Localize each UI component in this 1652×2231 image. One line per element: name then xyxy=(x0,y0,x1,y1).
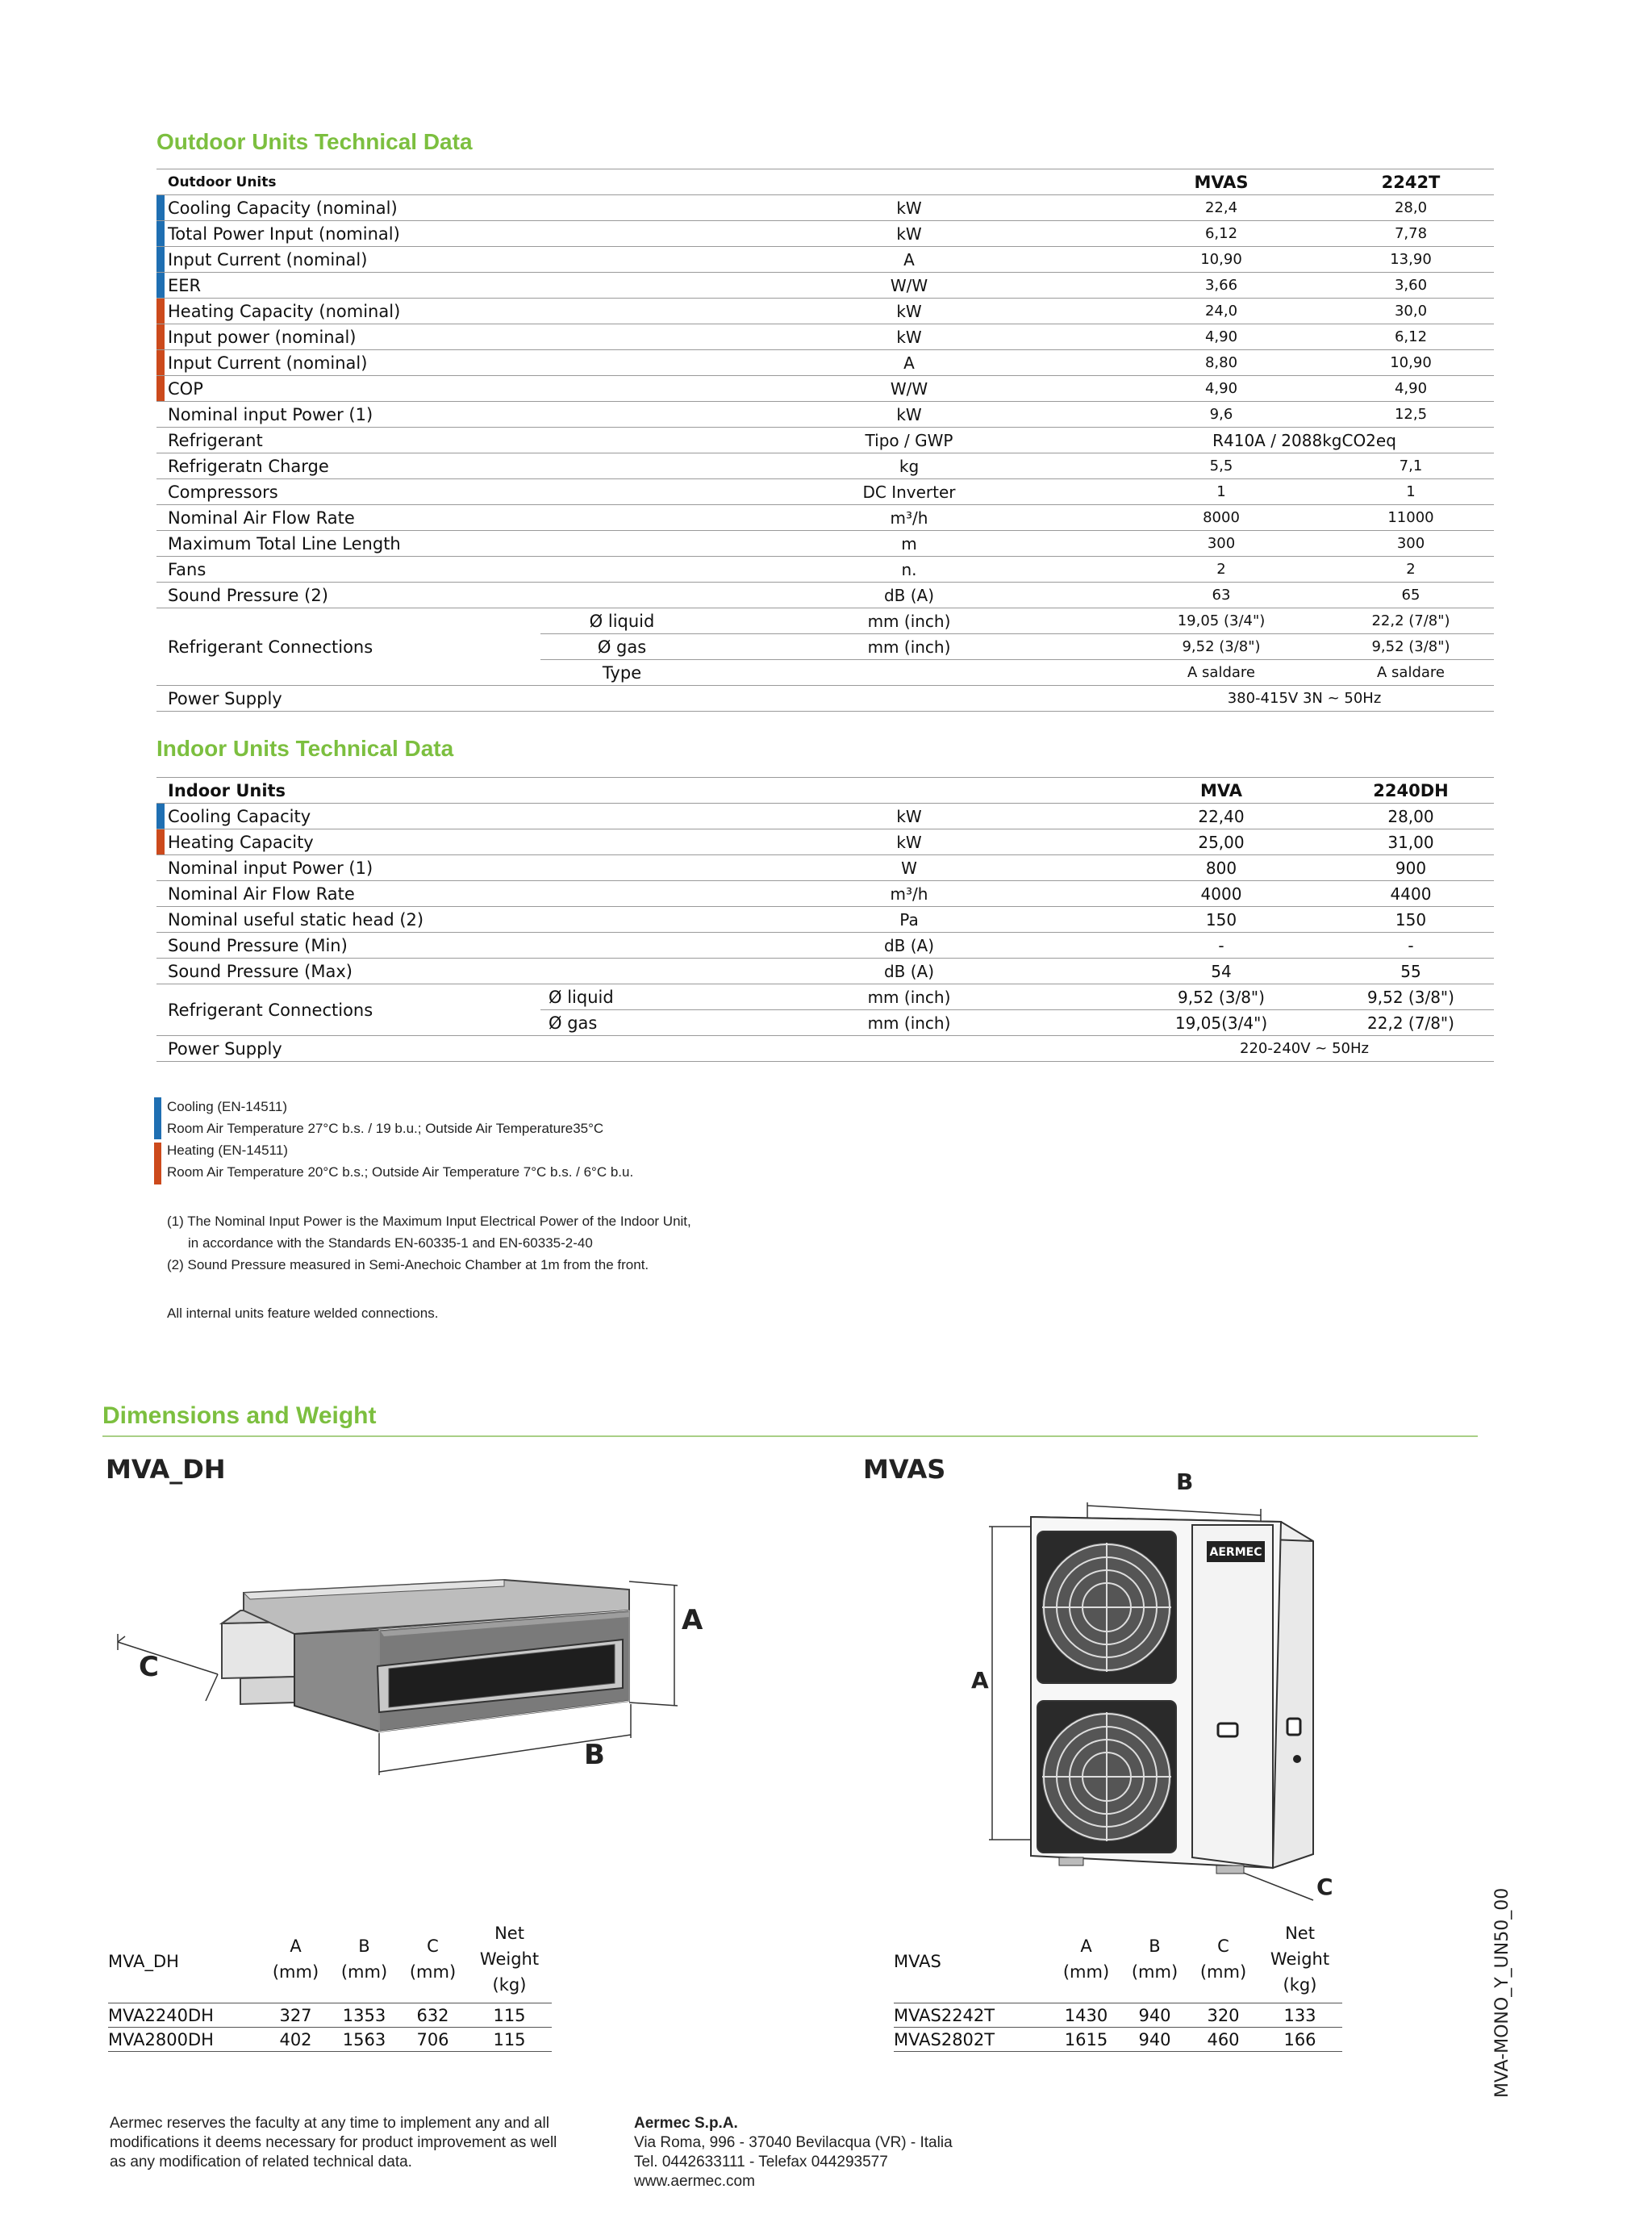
cooling-note-title: Cooling (EN-14511) xyxy=(167,1099,287,1114)
refrigerant-value-1: 19,05(3/4") xyxy=(1115,1010,1328,1036)
footnote-1: (1) The Nominal Input Power is the Maximum Input Electrical Power of the Indoor Unit, xyxy=(167,1214,691,1229)
row-unit: kW xyxy=(703,195,1115,221)
spec-row xyxy=(156,221,1494,247)
heating-legend-bar xyxy=(154,1143,161,1184)
dims-model-header: MVAS xyxy=(894,1952,941,1971)
row-label: Total Power Input (nominal) xyxy=(156,221,703,247)
company-website[interactable]: www.aermec.com xyxy=(634,2173,755,2190)
row-value-1: 4,90 xyxy=(1115,376,1328,402)
spec-row xyxy=(156,479,1494,505)
dims-col-header-line: B xyxy=(1149,1936,1161,1956)
row-unit: dB (A) xyxy=(703,933,1115,959)
row-label: Refrigerant xyxy=(156,428,703,453)
spec-row xyxy=(156,195,1494,221)
spec-row xyxy=(156,881,1494,907)
row-value-2: - xyxy=(1328,933,1494,959)
header-col-2: 2242T xyxy=(1328,169,1494,195)
dims-col-header-line: (mm) xyxy=(340,1962,388,1982)
power-supply-unit-empty xyxy=(703,1036,1115,1062)
row-label: Compressors xyxy=(156,479,703,505)
row-label: Nominal Air Flow Rate xyxy=(156,505,703,531)
spec-row xyxy=(156,855,1494,881)
outdoor-dim-heading: MVAS xyxy=(863,1454,946,1485)
refrigerant-value-1: 9,52 (3/8") xyxy=(1115,984,1328,1010)
dims-model-header: MVA_DH xyxy=(108,1952,179,1971)
heating-note-text: Room Air Temperature 20°C b.s.; Outside Air Temperature 7°C b.s. / 6°C b.u. xyxy=(167,1164,634,1180)
dims-value: 632 xyxy=(398,2003,467,2028)
row-value-1: 54 xyxy=(1115,959,1328,984)
dims-value: 115 xyxy=(467,2003,552,2028)
row-unit: kW xyxy=(703,299,1115,324)
row-label: Cooling Capacity xyxy=(156,804,703,829)
refrigerant-unit: mm (inch) xyxy=(703,984,1115,1010)
refrigerant-row xyxy=(156,984,1494,1010)
row-value-1: 22,4 xyxy=(1115,195,1328,221)
outdoor-section-title: Outdoor Units Technical Data xyxy=(156,129,473,154)
dims-col-header-line: Net xyxy=(494,1924,524,1943)
dims-model: MVAS2802T xyxy=(894,2028,1052,2052)
refrigerant-unit: mm (inch) xyxy=(703,634,1115,660)
header-empty xyxy=(703,169,1115,195)
outdoor-header-row xyxy=(156,169,1494,195)
dims-col-header-line: (kg) xyxy=(1283,1975,1317,1995)
disclaimer-line-1: Aermec reserves the faculty at any time to implement any and all xyxy=(110,2115,549,2132)
row-value-1: 10,90 xyxy=(1115,247,1328,273)
refrigerant-connections-label: Refrigerant Connections xyxy=(156,984,540,1036)
row-value-2: 31,00 xyxy=(1328,829,1494,855)
cooling-legend-bar xyxy=(154,1097,161,1139)
power-supply-row xyxy=(156,686,1494,712)
dims-col-header xyxy=(467,1920,552,2003)
spec-row xyxy=(156,583,1494,608)
row-unit: dB (A) xyxy=(703,583,1115,608)
dimensions-section-title: Dimensions and Weight xyxy=(102,1402,377,1429)
refrigerant-row xyxy=(156,608,1494,634)
row-label: Sound Pressure (2) xyxy=(156,583,703,608)
row-unit: W/W xyxy=(703,376,1115,402)
row-value-1: 25,00 xyxy=(1115,829,1328,855)
dims-col-header-line: (mm) xyxy=(272,1962,319,1982)
refrigerant-value-1: 9,52 (3/8") xyxy=(1115,634,1328,660)
row-unit: m xyxy=(703,531,1115,557)
row-value-1: 4000 xyxy=(1115,881,1328,907)
row-value-2: 30,0 xyxy=(1328,299,1494,324)
row-value-1: - xyxy=(1115,933,1328,959)
row-value-2: 55 xyxy=(1328,959,1494,984)
row-value-2: 65 xyxy=(1328,583,1494,608)
row-value-2: 3,60 xyxy=(1328,273,1494,299)
spec-row xyxy=(156,829,1494,855)
row-label: Sound Pressure (Min) xyxy=(156,933,703,959)
refrigerant-unit: mm (inch) xyxy=(703,1010,1115,1036)
spec-row xyxy=(156,247,1494,273)
row-unit: m³/h xyxy=(703,881,1115,907)
row-value-1: 3,66 xyxy=(1115,273,1328,299)
dims-model: MVAS2242T xyxy=(894,2003,1052,2028)
dims-col-header-line: B xyxy=(358,1936,370,1956)
document-code: MVA-MONO_Y_UN50_00 xyxy=(1492,1887,1512,2098)
spec-row xyxy=(156,428,1494,453)
row-unit: DC Inverter xyxy=(703,479,1115,505)
row-value-2: 7,78 xyxy=(1328,221,1494,247)
refrigerant-value-2: A saldare xyxy=(1328,660,1494,686)
dims-col-header-line: (mm) xyxy=(1062,1962,1110,1982)
dims-col-header-line: Net xyxy=(1285,1924,1315,1943)
row-value-2: 12,5 xyxy=(1328,402,1494,428)
company-info xyxy=(634,2114,953,2191)
indoor-section-title: Indoor Units Technical Data xyxy=(156,736,454,761)
disclaimer-line-3: as any modification of related technical data. xyxy=(110,2154,412,2170)
disclaimer-line-2: modifications it deems necessary for product improvement as well xyxy=(110,2134,557,2151)
dims-value: 1563 xyxy=(330,2028,398,2052)
outdoor-dim-label-b: B xyxy=(1176,1469,1194,1495)
refrigerant-sub-label: Ø liquid xyxy=(540,984,703,1010)
dims-col-header xyxy=(330,1920,398,2003)
refrigerant-connections-label: Refrigerant Connections xyxy=(156,608,540,686)
row-unit: Tipo / GWP xyxy=(703,428,1115,453)
refrigerant-value-2: 22,2 (7/8") xyxy=(1328,608,1494,634)
row-label: Heating Capacity xyxy=(156,829,703,855)
row-value-1: 2 xyxy=(1115,557,1328,583)
spec-row xyxy=(156,804,1494,829)
row-label: Input power (nominal) xyxy=(156,324,703,350)
dims-col-header-line: C xyxy=(1217,1936,1229,1956)
row-value-1: 63 xyxy=(1115,583,1328,608)
refrigerant-value-2: 9,52 (3/8") xyxy=(1328,634,1494,660)
disclaimer xyxy=(110,2114,594,2172)
row-unit: kW xyxy=(703,402,1115,428)
row-value-1: 800 xyxy=(1115,855,1328,881)
company-address: Via Roma, 996 - 37040 Bevilacqua (VR) - Italia xyxy=(634,2134,953,2151)
row-value-2: 4,90 xyxy=(1328,376,1494,402)
brand-plate: AERMEC xyxy=(1209,1546,1262,1559)
row-label: Refrigeratn Charge xyxy=(156,453,703,479)
heating-note-title: Heating (EN-14511) xyxy=(167,1143,288,1158)
power-supply-value: 380-415V 3N ~ 50Hz xyxy=(1115,686,1494,712)
dims-col-header-line: Weight xyxy=(1270,1949,1330,1969)
dims-value: 115 xyxy=(467,2028,552,2052)
footnote-1-cont: in accordance with the Standards EN-60335-1 and EN-60335-2-40 xyxy=(188,1235,593,1251)
indoor-unit-drawing xyxy=(113,1533,726,1791)
cooling-note-text: Room Air Temperature 27°C b.s. / 19 b.u.; Outside Air Temperature35°C xyxy=(167,1121,604,1136)
indoor-dim-heading: MVA_DH xyxy=(106,1454,226,1485)
dims-col-header-line: A xyxy=(1080,1936,1092,1956)
row-value-1: 150 xyxy=(1115,907,1328,933)
row-label: COP xyxy=(156,376,703,402)
power-supply-label: Power Supply xyxy=(156,686,703,712)
row-unit: kW xyxy=(703,221,1115,247)
row-unit: Pa xyxy=(703,907,1115,933)
dims-value: 1615 xyxy=(1052,2028,1120,2052)
spec-row xyxy=(156,350,1494,376)
refrigerant-value-1: 19,05 (3/4") xyxy=(1115,608,1328,634)
row-unit: dB (A) xyxy=(703,959,1115,984)
dims-col-header-line: (mm) xyxy=(409,1962,457,1982)
spec-row xyxy=(156,557,1494,583)
indoor-dim-label-b: B xyxy=(584,1739,605,1771)
dims-model: MVA2240DH xyxy=(108,2003,261,2028)
test-conditions-notes xyxy=(167,1096,633,1183)
footnote-2: (2) Sound Pressure measured in Semi-Anechoic Chamber at 1m from the front. xyxy=(167,1257,649,1272)
row-value-2: 900 xyxy=(1328,855,1494,881)
spec-row xyxy=(156,324,1494,350)
footnotes xyxy=(167,1210,691,1324)
dims-value: 1430 xyxy=(1052,2003,1120,2028)
outdoor-unit-drawing xyxy=(982,1485,1337,1904)
refrigerant-value-1: A saldare xyxy=(1115,660,1328,686)
power-supply-unit-empty xyxy=(703,686,1115,712)
dims-col-header xyxy=(261,1920,330,2003)
row-value-1: 22,40 xyxy=(1115,804,1328,829)
indoor-dim-label-a: A xyxy=(682,1604,703,1636)
outdoor-dim-label-a: A xyxy=(971,1667,989,1694)
indoor-dim-label-c: C xyxy=(139,1651,159,1683)
dims-value: 1353 xyxy=(330,2003,398,2028)
power-supply-value: 220-240V ~ 50Hz xyxy=(1115,1036,1494,1062)
dims-col-header-line: (mm) xyxy=(1131,1962,1179,1982)
dims-value: 402 xyxy=(261,2028,330,2052)
dimensions-divider xyxy=(102,1435,1478,1437)
row-value-1: 9,6 xyxy=(1115,402,1328,428)
dims-col-header-line: (kg) xyxy=(492,1975,527,1995)
row-unit: n. xyxy=(703,557,1115,583)
footnote-3: All internal units feature welded connections. xyxy=(167,1306,439,1321)
spec-row xyxy=(156,959,1494,984)
spec-row xyxy=(156,376,1494,402)
row-unit: kW xyxy=(703,829,1115,855)
dims-col-header-line: (mm) xyxy=(1199,1962,1247,1982)
outdoor-spec-table xyxy=(156,169,1494,712)
dims-col-header-line: A xyxy=(290,1936,302,1956)
dims-value: 706 xyxy=(398,2028,467,2052)
dims-col-header-line: Weight xyxy=(479,1949,540,1969)
header-label: Outdoor Units xyxy=(156,169,703,195)
row-label: Maximum Total Line Length xyxy=(156,531,703,557)
dims-col-header xyxy=(1120,1920,1189,2003)
dims-value: 460 xyxy=(1189,2028,1258,2052)
row-label: Nominal input Power (1) xyxy=(156,402,703,428)
row-label: Nominal useful static head (2) xyxy=(156,907,703,933)
refrigerant-sub-label: Ø gas xyxy=(540,1010,703,1036)
company-name: Aermec S.p.A. xyxy=(634,2115,738,2132)
spec-row xyxy=(156,402,1494,428)
row-label: Nominal Air Flow Rate xyxy=(156,881,703,907)
outdoor-dim-label-c: C xyxy=(1316,1874,1333,1900)
row-unit: A xyxy=(703,247,1115,273)
row-value-2: 7,1 xyxy=(1328,453,1494,479)
dims-value: 320 xyxy=(1189,2003,1258,2028)
dims-header-row xyxy=(894,1920,1342,2003)
spec-row xyxy=(156,907,1494,933)
dims-row xyxy=(108,2028,552,2052)
spec-row xyxy=(156,531,1494,557)
power-supply-label: Power Supply xyxy=(156,1036,703,1062)
dims-row xyxy=(894,2003,1342,2028)
dims-row xyxy=(894,2028,1342,2052)
row-value-2: 6,12 xyxy=(1328,324,1494,350)
refrigerant-sub-label: Type xyxy=(540,660,703,686)
power-supply-row xyxy=(156,1036,1494,1062)
row-value-1: 5,5 xyxy=(1115,453,1328,479)
header-label: Indoor Units xyxy=(156,778,703,804)
outdoor-dimensions-table xyxy=(894,1920,1342,2052)
row-value-2: 150 xyxy=(1328,907,1494,933)
dims-col-header xyxy=(1052,1920,1120,2003)
row-label: Input Current (nominal) xyxy=(156,350,703,376)
row-unit: W/W xyxy=(703,273,1115,299)
refrigerant-value-2: 9,52 (3/8") xyxy=(1328,984,1494,1010)
row-value-1: 1 xyxy=(1115,479,1328,505)
row-unit: kW xyxy=(703,804,1115,829)
refrigerant-unit: mm (inch) xyxy=(703,608,1115,634)
row-value-1: 24,0 xyxy=(1115,299,1328,324)
row-value-2: 1 xyxy=(1328,479,1494,505)
spec-row xyxy=(156,453,1494,479)
dims-header-row xyxy=(108,1920,552,2003)
row-value-2: 28,00 xyxy=(1328,804,1494,829)
row-label: Nominal input Power (1) xyxy=(156,855,703,881)
dims-col-header xyxy=(1189,1920,1258,2003)
row-value-2: 13,90 xyxy=(1328,247,1494,273)
spec-row xyxy=(156,273,1494,299)
refrigerant-sub-label: Ø gas xyxy=(540,634,703,660)
row-value-2: 28,0 xyxy=(1328,195,1494,221)
dims-col-header-line: C xyxy=(427,1936,439,1956)
company-phone: Tel. 0442633111 - Telefax 044293577 xyxy=(634,2154,888,2170)
spec-row xyxy=(156,299,1494,324)
row-value-1: 300 xyxy=(1115,531,1328,557)
indoor-spec-table xyxy=(156,777,1494,1062)
row-unit: A xyxy=(703,350,1115,376)
row-label: EER xyxy=(156,273,703,299)
row-value-2: 2 xyxy=(1328,557,1494,583)
header-col-2: 2240DH xyxy=(1328,778,1494,804)
dims-value: 133 xyxy=(1258,2003,1342,2028)
row-label: Input Current (nominal) xyxy=(156,247,703,273)
refrigerant-unit xyxy=(703,660,1115,686)
dims-row xyxy=(108,2003,552,2028)
row-value-2: 11000 xyxy=(1328,505,1494,531)
indoor-header-row xyxy=(156,778,1494,804)
row-label: Heating Capacity (nominal) xyxy=(156,299,703,324)
row-value-1: 6,12 xyxy=(1115,221,1328,247)
row-label: Fans xyxy=(156,557,703,583)
row-value-2: 4400 xyxy=(1328,881,1494,907)
row-unit: kW xyxy=(703,324,1115,350)
dims-model: MVA2800DH xyxy=(108,2028,261,2052)
dims-value: 940 xyxy=(1120,2028,1189,2052)
spec-row xyxy=(156,505,1494,531)
refrigerant-sub-label: Ø liquid xyxy=(540,608,703,634)
header-col-1: MVAS xyxy=(1115,169,1328,195)
spec-row xyxy=(156,933,1494,959)
row-value-2: 300 xyxy=(1328,531,1494,557)
row-value-1: 8,80 xyxy=(1115,350,1328,376)
row-unit: m³/h xyxy=(703,505,1115,531)
dims-value: 166 xyxy=(1258,2028,1342,2052)
dims-col-header xyxy=(398,1920,467,2003)
indoor-dimensions-table xyxy=(108,1920,552,2052)
row-value-1: 4,90 xyxy=(1115,324,1328,350)
row-value-1: 8000 xyxy=(1115,505,1328,531)
header-col-1: MVA xyxy=(1115,778,1328,804)
row-value-merged: R410A / 2088kgCO2eq xyxy=(1115,428,1494,453)
row-label: Sound Pressure (Max) xyxy=(156,959,703,984)
row-label: Cooling Capacity (nominal) xyxy=(156,195,703,221)
refrigerant-value-2: 22,2 (7/8") xyxy=(1328,1010,1494,1036)
dims-value: 327 xyxy=(261,2003,330,2028)
row-value-2: 10,90 xyxy=(1328,350,1494,376)
row-unit: W xyxy=(703,855,1115,881)
dims-value: 940 xyxy=(1120,2003,1189,2028)
row-unit: kg xyxy=(703,453,1115,479)
dims-col-header xyxy=(1258,1920,1342,2003)
header-empty xyxy=(703,778,1115,804)
